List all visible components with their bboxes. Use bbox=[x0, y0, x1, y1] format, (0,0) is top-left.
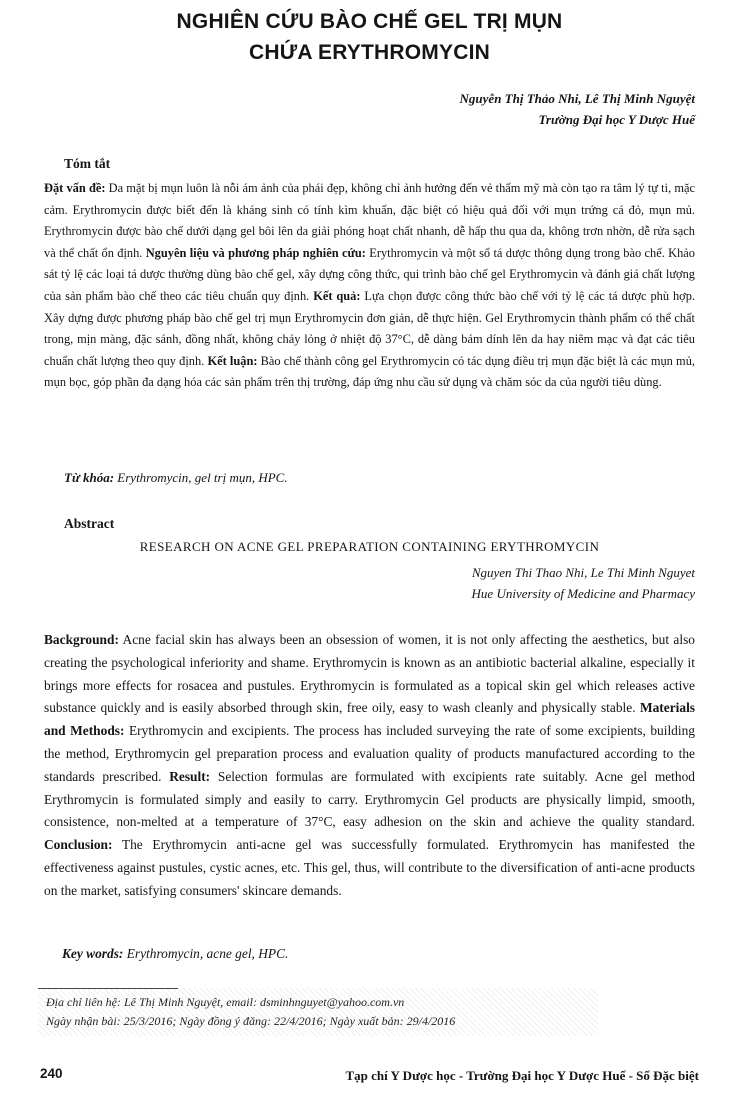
title-line-1: NGHIÊN CỨU BÀO CHẾ GEL TRỊ MỤN bbox=[176, 10, 563, 33]
vn-background-text: Da mặt bị mụn luôn là nỗi ám ảnh của phái đẹp, không chỉ ảnh hưởng đến vẻ thẩm mỹ mà còn tạo ra tâm lý tự ti, mặc cảm. Erythromycin được biết đến là kháng sinh có tính kìm khuẩn, đặc biệt có hiệu quả đối với mụn trứng cá đỏ, mụn mủ. Erythromycin được bào chế dưới dạng gel bôi lên da giải phóng hoạt chất nhanh, dễ hấp thu qua da, không trơn nhờn, dễ rửa sạch và thể chất ổn định. bbox=[44, 181, 695, 260]
affiliation-en: Hue University of Medicine and Pharmacy bbox=[471, 586, 695, 601]
keywords-en-text: Erythromycin, acne gel, HPC. bbox=[123, 946, 289, 961]
footnote-rule bbox=[38, 988, 178, 989]
en-methods-text: Erythromycin and excipients. The process has included surveying the rate of some excipients, building the method, Erythromycin gel preparation process and evaluation quality of products manufactured according to the standards prescribed. bbox=[44, 723, 695, 784]
footnote bbox=[38, 988, 598, 1036]
en-conclusion-text: The Erythromycin anti-acne gel was successfully formulated. Erythromycin has manifested the effectiveness against pustules, cystic acnes, etc. This gel, thus, will contribute to the diversification of anti-acne products on the market, satisfying consumers' skincare demands. bbox=[44, 837, 695, 898]
vn-methods-text: Erythromycin và một số tá dược thông dụng trong bào chế. Khảo sát tỷ lệ các loại tá dược thường dùng bào chế gel, xây dựng công thức, qui trình bào chế gel Erythromycin và đánh giá chất lượng của sản phẩm bào chế theo các tiêu chuẩn quy định. bbox=[44, 245, 695, 303]
vn-conclusion-label: Kết luận: bbox=[207, 353, 258, 368]
keywords-en-label: Key words: bbox=[62, 946, 124, 961]
page-number: 240 bbox=[40, 1066, 63, 1081]
vn-results-text: Lựa chọn được công thức bào chế với tỷ lệ các tá dược phù hợp. Xây dựng được phương pháp bào chế gel trị mụn Erythromycin đơn giản, dễ thực hiện. Gel Erythromycin thành phẩm có thể chất trong, mịn màng, đặc sánh, đồng nhất, không chảy lỏng ở nhiệt độ 37°C, dễ dàng bám dính lên da hay niêm mạc và đạt các tiêu chuẩn chất lượng theo quy định. bbox=[44, 288, 696, 368]
title-line-2: CHỨA ERYTHROMYCIN bbox=[249, 41, 490, 64]
summary-heading: Tóm tắt bbox=[64, 156, 111, 171]
keywords-vn-label: Từ khóa: bbox=[64, 470, 115, 485]
footnote-dates: Ngày nhận bài: 25/3/2016; Ngày đồng ý đăng: 22/4/2016; Ngày xuất bản: 29/4/2016 bbox=[46, 1014, 456, 1028]
summary-vn bbox=[44, 178, 695, 394]
en-conclusion-label: Conclusion: bbox=[44, 837, 113, 853]
abstract-heading: Abstract bbox=[64, 516, 115, 531]
vn-background-label: Đặt vấn đề: bbox=[44, 181, 106, 195]
author-block-vn bbox=[460, 88, 695, 130]
en-methods-label: Materials and Methods: bbox=[44, 700, 695, 739]
abstract-en bbox=[44, 629, 695, 903]
article-title-en: RESEARCH ON ACNE GEL PREPARATION CONTAINING ERYTHROMYCIN bbox=[139, 539, 600, 554]
vn-conclusion-text: Bào chế thành công gel Erythromycin có tác dụng điều trị mụn đặc biệt là các mụn mủ, mụn bọc, góp phần đa dạng hóa các sản phẩm trên thị trường, đáp ứng nhu cầu sử dụng và chăm sóc da của người tiêu dùng. bbox=[44, 353, 695, 390]
keywords-vn-text: Erythromycin, gel trị mụn, HPC. bbox=[114, 470, 288, 485]
vn-results-label: Kết quả: bbox=[313, 288, 361, 303]
affiliation-vn: Trường Đại học Y Dược Huế bbox=[538, 112, 695, 127]
authors-vn: Nguyễn Thị Thảo Nhi, Lê Thị Minh Nguyệt bbox=[459, 91, 695, 106]
en-background-label: Background: bbox=[44, 632, 119, 647]
footnote-contact: Địa chỉ liên hệ: Lê Thị Minh Nguyệt, email: dsminhnguyet@yahoo.com.vn bbox=[46, 995, 405, 1009]
vn-methods-label: Nguyên liệu và phương pháp nghiên cứu: bbox=[145, 245, 366, 260]
en-results-label: Result: bbox=[169, 768, 211, 784]
article-title-vn bbox=[0, 6, 739, 68]
en-background-text: Acne facial skin has always been an obsession of women, it is not only affecting the aesthetics, but also creating the psychological inferiority and shame. Erythromycin is known as an antibiotic bacterial alkaline, especially it brings more effects for rosacea and pustules. Erythromycin is formulated as a topical skin gel which releases active substance quickly and is easily absorbed through skin, free oily, easy to wash cleanly and physically stable. bbox=[44, 632, 695, 716]
keywords-vn bbox=[64, 470, 288, 486]
author-block-en bbox=[472, 562, 695, 604]
en-results-text: Selection formulas are formulated with excipients rate suitably. Acne gel method Erythromycin is formulated simply and easily to carry. Erythromycin Gel products are physically limpid, smooth, consistence, non-melted at a temperature of 37°C, easy adhesion on the skin and achieve the quality standard. bbox=[44, 768, 695, 830]
journal-footer: Tạp chí Y Dược học - Trường Đại học Y Dược Huế - Số Đặc biệt bbox=[345, 1068, 699, 1083]
authors-en: Nguyen Thi Thao Nhi, Le Thi Minh Nguyet bbox=[471, 565, 695, 580]
keywords-en bbox=[62, 946, 288, 962]
